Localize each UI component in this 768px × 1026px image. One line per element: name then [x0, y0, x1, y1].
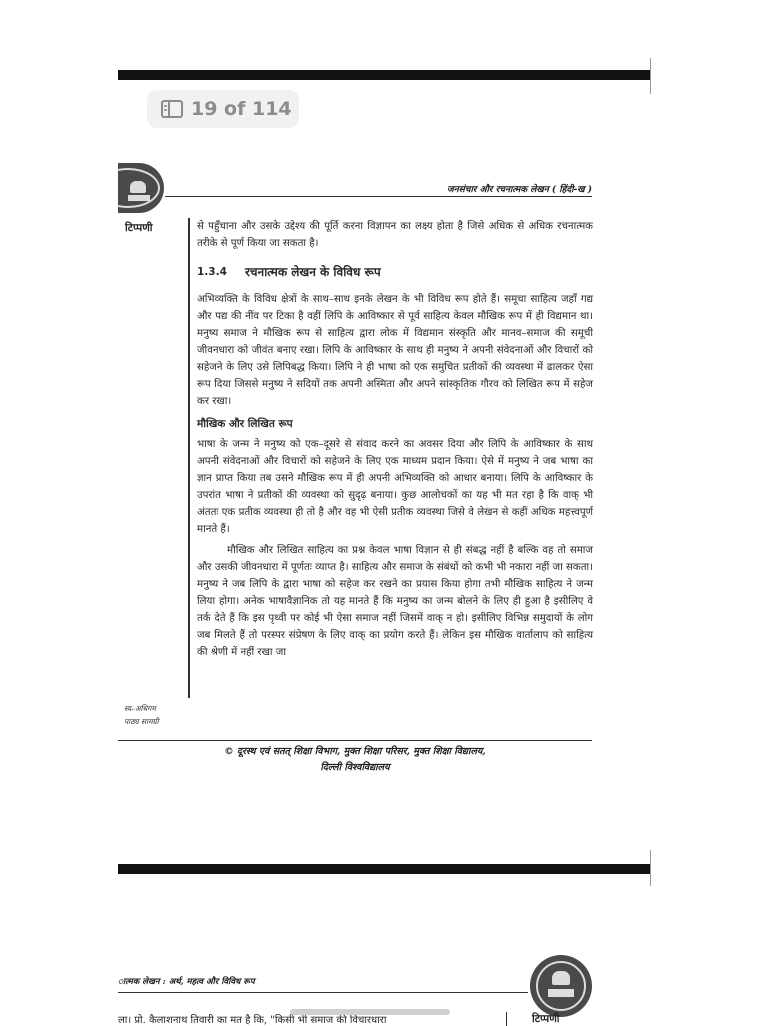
book-pages-icon [161, 100, 183, 118]
university-seal-icon [530, 955, 592, 1017]
side-note [124, 702, 159, 728]
page-body [197, 218, 593, 661]
next-page-header: ात्मक लेखन : अर्थ, महत्व और विविध रूप [118, 977, 255, 987]
side-note-line-2: पाठ्य सामग्री [124, 717, 159, 726]
page-indicator-text: 19 of 114 [191, 98, 292, 120]
next-page-margin-label: टिप्पणी [532, 1013, 560, 1025]
next-page-header-rule [118, 992, 528, 993]
section-heading [197, 264, 593, 281]
edge-mark [650, 58, 651, 94]
page-separator-top [118, 70, 650, 80]
scroll-indicator[interactable] [290, 1009, 450, 1015]
side-note-line-1: स्व–अधिगम [124, 704, 156, 713]
paragraph-1: अभिव्यक्ति के विविध क्षेत्रों के साथ–साथ इनके लेखन के भी विविध रूप होते हैं। समूचा साहित्य जहाँ गद्य और पद्य की नींव पर टिका है वहीं लिपि के आविष्कार से पूर्व साहित्य केवल मौखिक रूप में ही विद्यमान था। मनुष्य समाज ने मौखिक रूप से साहित्य द्वारा लोक में विद्यमान संस्कृति और मानव–समाज की समूची जीवनधारा को जीवंत बनाए रखा। लिपि के आविष्कार के साथ ही मनुष्य ने अपनी संवेदनाओं और विचारों को सहेजने के लिए उसे लिपिबद्ध किया। लिपि ने ही भाषा को एक समुचित प्रतीकों की व्यवस्था में ढालकर ऐसा रूप दिया जिससे मनुष्य ने सदियों तक अपनी अस्मिता और अपने सांस्कृतिक गौरव को लिखित रूप में सहेज कर रखा। [197, 294, 593, 407]
header-rule [165, 196, 592, 197]
page-separator-bottom [118, 864, 650, 874]
next-page-text: ला। प्रो. कैलाशनाथ तिवारी का मत है कि, "किसी भी समाज की विचारधारा [118, 1015, 387, 1026]
footer-line-1: © दूरस्थ एवं सतत् शिक्षा विभाग, मुक्त शिक्षा परिसर, मुक्त शिक्षा विद्यालय, [224, 746, 486, 757]
subheading: मौखिक और लिखित रूप [197, 418, 293, 430]
footer-rule [118, 740, 592, 741]
intro-paragraph: से पहुँचाना और उसके उद्देश्य की पूर्ति करना विज्ञापन का लक्ष्य होता है जिसे अधिक से अधिक रचनात्मक तरीके से पूर्ण किया जा सकता है। [197, 221, 593, 249]
university-seal-icon [118, 163, 164, 213]
paragraph-2: भाषा के जन्म ने मनुष्य को एक–दूसरे से संवाद करने का अवसर दिया और लिपि के आविष्कार के साथ अपनी संवेदनाओं और विचारों को सहेजने के लिए एक माध्यम प्रदान किया। ऐसे में मनुष्य ने जब भाषा का ज्ञान प्राप्त किया तब उसने मौखिक रूप में ही अपनी अभिव्यक्ति को आधार बनाया। लिपि के आविष्कार के उपरांत भाषा ने प्रतीकों की व्यवस्था को सुदृढ़ बनाया। कुछ आलोचकों का यह भी मत रहा है कि वाक् भी अंततः एक प्रतीक व्यवस्था ही तो है और वह भी ऐसी प्रतीक व्यवस्था जिसे वे लेखन से कहीं अधिक महत्त्वपूर्ण मानते हैं। [197, 439, 593, 535]
footer-line-2: दिल्ली विश्वविद्यालय [320, 762, 390, 773]
margin-label: टिप्पणी [125, 222, 153, 234]
page-indicator[interactable] [147, 90, 299, 128]
paragraph-3: मौखिक और लिखित साहित्य का प्रश्न केवल भाषा विज्ञान से ही संबद्ध नहीं है बल्कि वह तो समाज और उसकी जीवनधारा में पूर्णतः व्याप्त है। साहित्य और समाज के संबंधों को कभी भी नकारा नहीं जा सकता। मनुष्य ने जब लिपि के द्वारा भाषा को सहेज कर रखने का प्रयास किया होगा तभी मौखिक साहित्य ने जन्म लिया होगा। अनेक भाषावैज्ञानिक तो यह मानते हैं कि मनुष्य का जन्म बोलने के लिए ही हुआ है इसीलिए वे तर्क देते हैं कि इस पृथ्वी पर कोई भी ऐसा समाज नहीं जिसमें वाक् न हो। इसीलिए विभिन्न समुदायों के लोग जब मिलते हैं तो परस्पर संप्रेषण के लिए वाक् का प्रयोग करते हैं। लेकिन इस मौखिक वार्तालाप को साहित्य की श्रेणी में नहीं रखा जा [197, 545, 593, 658]
margin-rule [188, 218, 190, 698]
footer-copyright [165, 744, 545, 776]
section-title: रचनात्मक लेखन के विविध रूप [245, 265, 381, 279]
running-header: जनसंचार और रचनात्मक लेखन ( हिंदी-ख ) [446, 185, 592, 195]
edge-mark [650, 850, 651, 886]
section-number: 1.3.4 [197, 266, 227, 278]
